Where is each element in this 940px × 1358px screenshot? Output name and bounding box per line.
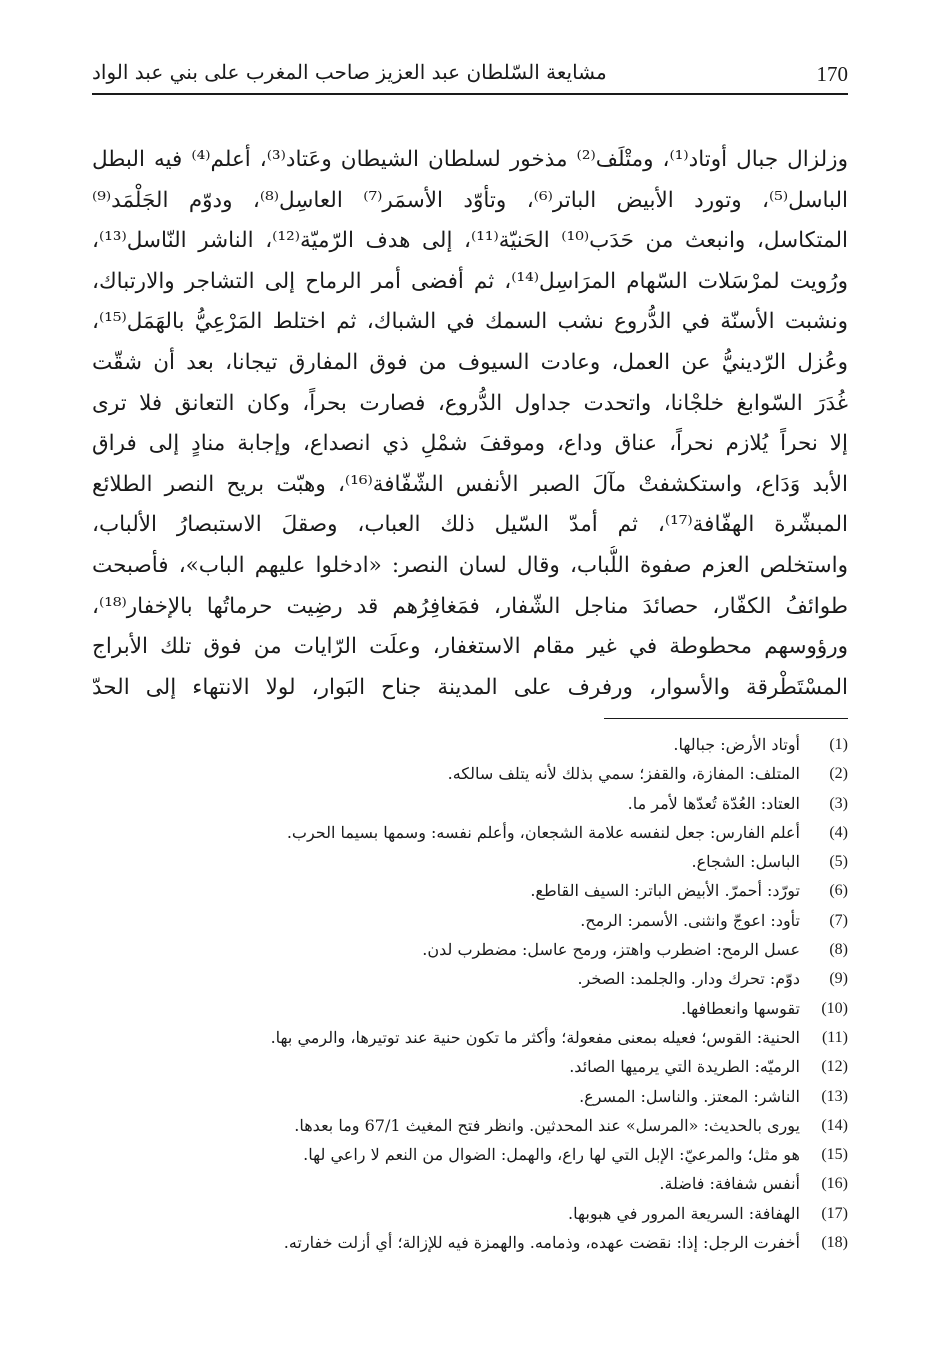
footnote-text: أنفس شفافة: فاضلة.: [659, 1174, 800, 1194]
footnote-text: الرميّه: الطريدة التي يرميها الصائد.: [569, 1057, 800, 1077]
footnote-number: (13): [821, 1087, 848, 1105]
footnote-text: أوتاد الأرض: جبالها.: [673, 735, 800, 754]
footnote-text: الحنية: القوس؛ فعيله بمعنى مفعولة؛ وأكثر ما تكون حنية عند توتيرها، والرمي بها.: [270, 1027, 800, 1047]
page-number: 170: [816, 62, 848, 86]
footnote: [92, 1140, 848, 1169]
running-title: مشايعة السّلطان عبد العزيز صاحب المغرب على بني عبد الواد: [92, 60, 607, 84]
footnote-number: (17): [821, 1204, 848, 1222]
footnote-number: (6): [829, 882, 848, 900]
body-line: ورُويت لمرْسَلات السّهام المرَاسِل⁽¹⁴⁾، ثم أفضى أمر الرماح إلى التشاجر والارتباك،: [92, 268, 848, 294]
footnote-text: العتاد: العُدّة تُعدّها لأمر ما.: [627, 793, 800, 813]
footnote-text: عسل الرمح: اضطرب واهتز، ورمح عاسل: مضطرب لدن.: [422, 940, 800, 960]
footnote: [92, 1082, 848, 1111]
footnote-text: هو مثل؛ والمرعيّ: الإبل التي لها راع، والهمل: الضوال من النعم لا راعي لها.: [303, 1145, 800, 1165]
footnote-text: تأود: اعوجّ وانثنى. الأسمر: الرمح.: [580, 910, 800, 930]
footnote-number: (14): [821, 1116, 848, 1134]
body-line: إلا نحراً يُلازم نحراً، عناق وداع، وموقفَ شمْلِ ذي انصداع، وإجابة منادٍ إلى فراق: [92, 431, 848, 457]
footnote-number: (16): [821, 1175, 848, 1193]
footnote-text: يورى بالحديث: «المرسل» عند المحدثين. وانظر فتح المغيث 67/1 وما بعدها.: [294, 1115, 800, 1135]
body-line: المسْتَطْرقة والأسوار، ورفرف على المدينة جناح البَوار، لولا الانتهاء إلى الحدّ: [92, 674, 848, 700]
body-line: وزلزال جبال أوتاد⁽¹⁾، ومتْلَف⁽²⁾ مذخور لسلطان الشيطان وعَتاد⁽³⁾، أعلم⁽⁴⁾ فيه البطل: [92, 147, 848, 172]
footnote: [92, 759, 848, 788]
footnote-text: تقوسها وانعطافها.: [681, 998, 800, 1018]
header-rule: [92, 93, 848, 95]
footnote-number: (12): [821, 1058, 848, 1076]
footnote-number: (11): [821, 1028, 848, 1046]
body-line: الأبد وَدَاع، واستكشفتْ مآلَ الصبر الأنفس الشّفّافة⁽¹⁶⁾، وهبّت بريح النصر الطلائع: [92, 471, 848, 497]
footnote-text: الناشر: المعتز. والناسل: المسرع.: [579, 1086, 800, 1106]
body-line: وعُزل الرّدينيُّ عن العمل، وعادت السيوف من فوق المفارق تيجانا، بعد أن شقّت: [92, 349, 848, 375]
footnote: [92, 876, 848, 905]
page-header: [92, 60, 848, 92]
footnote-number: (7): [829, 911, 848, 929]
body-text: [92, 140, 848, 708]
body-line: طوائفُ الكفّار، حصائدَ مناجل الشّفار، فمَغافِرُهم قد رضِيت حرماتُها بالإخفار⁽¹⁸⁾،: [92, 593, 848, 619]
footnote: [92, 818, 848, 847]
footnote-number: (1): [829, 736, 848, 753]
footnote: [92, 1052, 848, 1081]
footnote-number: (10): [821, 999, 848, 1017]
footnote-text: الباسل: الشجاع.: [691, 852, 800, 872]
footnote-text: الهفافة: السريعة المرور في هبوبها.: [568, 1203, 800, 1223]
footnote: [92, 1199, 848, 1228]
body-line: الباسل⁽⁵⁾، وتورد الأبيض الباتر⁽⁶⁾، وتأوّد الأسمَر⁽⁷⁾ العاسِل⁽⁸⁾، ودوّم الجَلْمَد⁽⁹⁾: [92, 187, 848, 213]
footnote-number: (18): [821, 1234, 848, 1252]
body-line: ونشبت الأسنّة في الدُّروع نشب السمك في الشباك، ثم اختلط المَرْعِيُّ بالهَمَل⁽¹⁵⁾،: [92, 309, 848, 335]
footnote-number: (15): [821, 1146, 848, 1164]
footnote-number: (8): [829, 941, 848, 959]
body-line: غُدَرَ السّوابغ خلجْانا، واتحدت جداول الدُّروع، فصارت بحراً، وكان التعانق فلا ترى: [92, 390, 848, 416]
footnote-number: (3): [829, 794, 848, 812]
footnote-number: (2): [829, 765, 848, 783]
footnote: [92, 935, 848, 964]
footnote-text: أعلم الفارس: جعل لنفسه علامة الشجعان، وأعلم نفسه: وسمها بسيما الحرب.: [286, 822, 800, 842]
footnote-number: (9): [829, 970, 848, 988]
footnote: [92, 906, 848, 935]
body-line: المتكاسل، وانبعث من حَدَب⁽¹⁰⁾ الحَنيّة⁽¹¹⁾، إلى هدف الرّميّة⁽¹²⁾، الناشر النّاسل⁽¹³⁾،: [92, 228, 848, 254]
footnote: [92, 1169, 848, 1198]
footnote: [92, 1228, 848, 1257]
footnote: [92, 994, 848, 1023]
body-line: ورؤوسهم محطوطة في غير مقام الاستغفار، وعلَت الرّايات من فوق تلك الأبراج: [92, 634, 848, 660]
footnote: [92, 730, 848, 759]
footnote: [92, 1023, 848, 1052]
footnote-text: المتلف: المفازة، والقفز؛ سمي بذلك لأنه يتلف سالكه.: [447, 764, 800, 784]
footnote-text: أخفرت الرجل: إذا: نقضت عهده، وذمامه. والهمزة فيه للإزالة؛ أي أزلت خفارته.: [283, 1233, 800, 1253]
body-line: المبشّرة الهفّافة⁽¹⁷⁾، ثم أمدّ السّيل ذلك العباب، وصقلَ الاستبصارُ الألباب،: [92, 512, 848, 538]
footnote-text: تورّد: أحمرّ. الأبيض الباتر: السيف القاطع.: [530, 881, 800, 901]
footnote-rule: [604, 718, 848, 719]
footnote: [92, 847, 848, 876]
body-line: واستخلص العزم صفوة اللُّباب، وقال لسان النصر: «ادخلوا عليهم الباب»، فأصبحت: [92, 552, 848, 578]
footnote: [92, 964, 848, 993]
footnote-text: دوّم: تحرك ودار. والجلمد: الصخر.: [577, 969, 800, 989]
footnotes-list: [92, 730, 848, 1257]
footnote: [92, 789, 848, 818]
footnote-number: (5): [829, 853, 848, 871]
footnote-number: (4): [829, 823, 848, 841]
footnote: [92, 1111, 848, 1140]
